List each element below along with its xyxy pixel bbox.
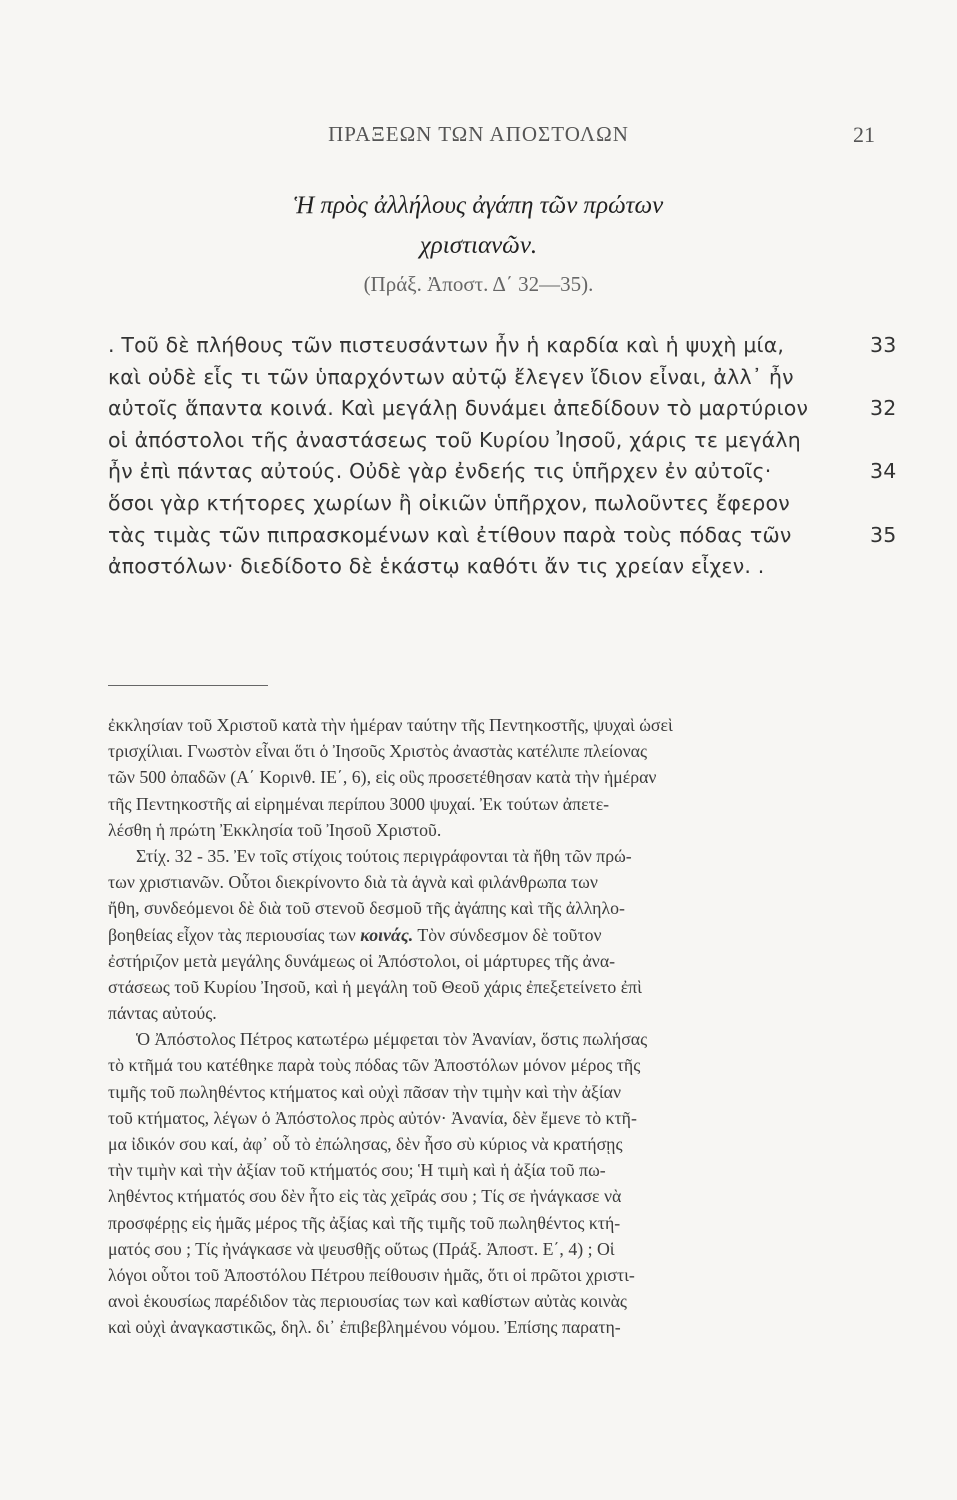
commentary-line: των χριστιανῶν. Οὗτοι διεκρίνοντο διὰ τὰ ἁγνὰ καὶ φιλάνθρωπα των: [108, 872, 598, 893]
scripture-line: ἦν ἐπὶ πάντας αὐτούς. Οὐδὲ γὰρ ἐνδεής τις ὑπῆρχεν ἐν αὐτοῖς· 34: [108, 456, 898, 488]
commentary-line: τιμῆς τοῦ πωληθέντος κτήματος καὶ οὐχὶ πᾶσαν τὴν τιμὴν καὶ τὴν ἀξίαν: [108, 1081, 621, 1102]
commentary-line: τὸ κτῆμά του κατέθηκε παρὰ τοὺς πόδας τῶν Ἀποστόλων μόνον μέρος τῆς: [108, 1055, 641, 1076]
page-number: 21: [853, 122, 875, 147]
commentary-line: ἐκκλησίαν τοῦ Χριστοῦ κατὰ τὴν ἡμέραν ταύτην τῆς Πεντηκοστῆς, ψυχαὶ ὡσεὶ: [108, 715, 673, 735]
commentary-line: ανοὶ ἑκουσίως παρέδιδον τὰς περιουσίας των καὶ καθίστων αὐτὰς κοινὰς: [108, 1291, 627, 1312]
running-title: ΠΡΑΞΕΩΝ ΤΩΝ ΑΠΟΣΤΟΛΩΝ: [328, 122, 629, 146]
commentary-text: [108, 712, 868, 1341]
scripture-passage: [108, 330, 898, 583]
commentary-line: ἤθη, συνδεόμενοι δὲ διὰ τοῦ στενοῦ δεσμοῦ τῆς ἀγάπης καὶ τῆς ἀλληλο-: [108, 898, 625, 919]
commentary-line: στάσεως τοῦ Κυρίου Ἰησοῦ, καὶ ἡ μεγάλη τοῦ Θεοῦ χάρις ἐπεξετείνετο ἐπὶ: [108, 976, 642, 997]
commentary-line: προσφέρῃς εἰς ἡμᾶς μέρος τῆς ἀξίας καὶ τῆς τιμῆς τοῦ πωληθέντος κτή-: [108, 1212, 621, 1233]
scripture-reference: (Πράξ. Ἀποστ. Δ΄ 32—35).: [363, 272, 594, 296]
commentary-line: ἐστήριζον μετὰ μεγάλης δυνάμεως οἱ Ἀπόστολοι, οἱ μάρτυρες τῆς ἀνα-: [108, 950, 616, 971]
section-title: [0, 186, 957, 266]
section-title-line-1: Ἡ πρὸς ἀλλήλους ἀγάπη τῶν πρώτων: [293, 192, 664, 219]
scripture-line: . Τοῦ δὲ πλήθους τῶν πιστευσάντων ἦν ἡ καρδία καὶ ἡ ψυχὴ μία, 33: [108, 330, 898, 362]
verse-number: 33: [870, 333, 897, 357]
scripture-line: αὐτοῖς ἅπαντα κοινά. Καὶ μεγάλῃ δυνάμει ἀπεδίδουν τὸ μαρτύριον 32: [108, 393, 898, 425]
verse-number: 35: [870, 522, 897, 547]
commentary-line: τρισχίλιαι. Γνωστὸν εἶναι ὅτι ὁ Ἰησοῦς Χριστὸς ἀναστὰς κατέλιπε πλείονας: [108, 741, 647, 762]
scripture-line: ὅσοι γὰρ κτήτορες χωρίων ἢ οἰκιῶν ὑπῆρχον, πωλοῦντες ἔφερον: [108, 490, 790, 515]
commentary-line: τοῦ κτήματος, λέγων ὁ Ἀπόστολος πρὸς αὐτόν· Ἀνανία, δὲν ἔμενε τὸ κτῆ-: [108, 1107, 637, 1128]
commentary-line: λέσθη ἡ πρώτη Ἐκκλησία τοῦ Ἰησοῦ Χριστοῦ.: [108, 819, 442, 840]
scripture-line: ἀποστόλων· διεδίδοτο δὲ ἑκάστῳ καθότι ἄν τις χρείαν εἶχεν. .: [108, 554, 765, 579]
commentary-line: Στίχ. 32 - 35. Ἐν τοῖς στίχοις τούτοις περιγράφονται τὰ ἤθη τῶν πρώ-: [136, 845, 632, 866]
page-header: [0, 122, 957, 152]
commentary-line: ματός σου ; Τίς ἠνάγκασε νὰ ψευσθῇς οὕτως (Πράξ. Ἀποστ. Ε΄, 4) ; Οἱ: [108, 1238, 615, 1259]
commentary-line: μα ἰδικόν σου καί, ἀφ᾽ οὗ τὸ ἐπώλησας, δὲν ἦσο σὺ κύριος νὰ κρατήσῃς: [108, 1134, 623, 1154]
scripture-line: τὰς τιμὰς τῶν πιπρασκομένων καὶ ἐτίθουν παρὰ τοὺς πόδας τῶν 35: [108, 520, 898, 552]
commentary-line: βοηθείας εἶχον τὰς περιουσίας των κοινάς. Τὸν σύνδεσμον δὲ τοῦτον: [108, 924, 602, 945]
emphasis-word: κοινάς.: [360, 924, 414, 945]
commentary-line: τῆς Πεντηκοστῆς αἱ εἰρημέναι περίπου 3000 ψυχαί. Ἐκ τούτων ἀπετε-: [108, 793, 610, 814]
scripture-line: καὶ οὐδὲ εἷς τι τῶν ὑπαρχόντων αὐτῷ ἔλεγεν ἴδιον εἶναι, ἀλλ᾽ ἦν: [108, 364, 794, 389]
commentary-line: λόγοι οὗτοι τοῦ Ἀποστόλου Πέτρου πείθουσιν ἡμᾶς, ὅτι οἱ πρῶτοι χριστι-: [108, 1264, 635, 1285]
commentary-line: Ὁ Ἀπόστολος Πέτρος κατωτέρω μέμφεται τὸν Ἀνανίαν, ὅστις πωλήσας: [136, 1029, 648, 1050]
verse-number: 32: [870, 396, 897, 421]
verse-number: 34: [870, 459, 897, 484]
commentary-line: ληθέντος κτήματός σου δὲν ἦτο εἰς τὰς χεῖράς σου ; Τίς σε ἠνάγκασε νὰ: [108, 1186, 622, 1207]
commentary-line: τῶν 500 ὀπαδῶν (Α΄ Κορινθ. ΙΕ΄, 6), εἰς οὓς προσετέθησαν κατὰ τὴν ἡμέραν: [108, 767, 657, 788]
section-title-line-2: χριστιανῶν.: [419, 232, 538, 259]
commentary-line: τὴν τιμὴν καὶ τὴν ἀξίαν τοῦ κτήματός σου; Ἡ τιμὴ καὶ ἡ ἀξία τοῦ πω-: [108, 1160, 606, 1181]
scripture-line: οἱ ἀπόστολοι τῆς ἀναστάσεως τοῦ Κυρίου Ἰησοῦ, χάρις τε μεγάλη: [108, 427, 801, 452]
footnote-divider: [108, 685, 268, 686]
commentary-line: πάντας αὐτούς.: [108, 1003, 217, 1024]
commentary-line: καὶ οὐχὶ ἀναγκαστικῶς, δηλ. δι᾽ ἐπιβεβλημένου νόμου. Ἐπίσης παρατη-: [108, 1317, 621, 1338]
